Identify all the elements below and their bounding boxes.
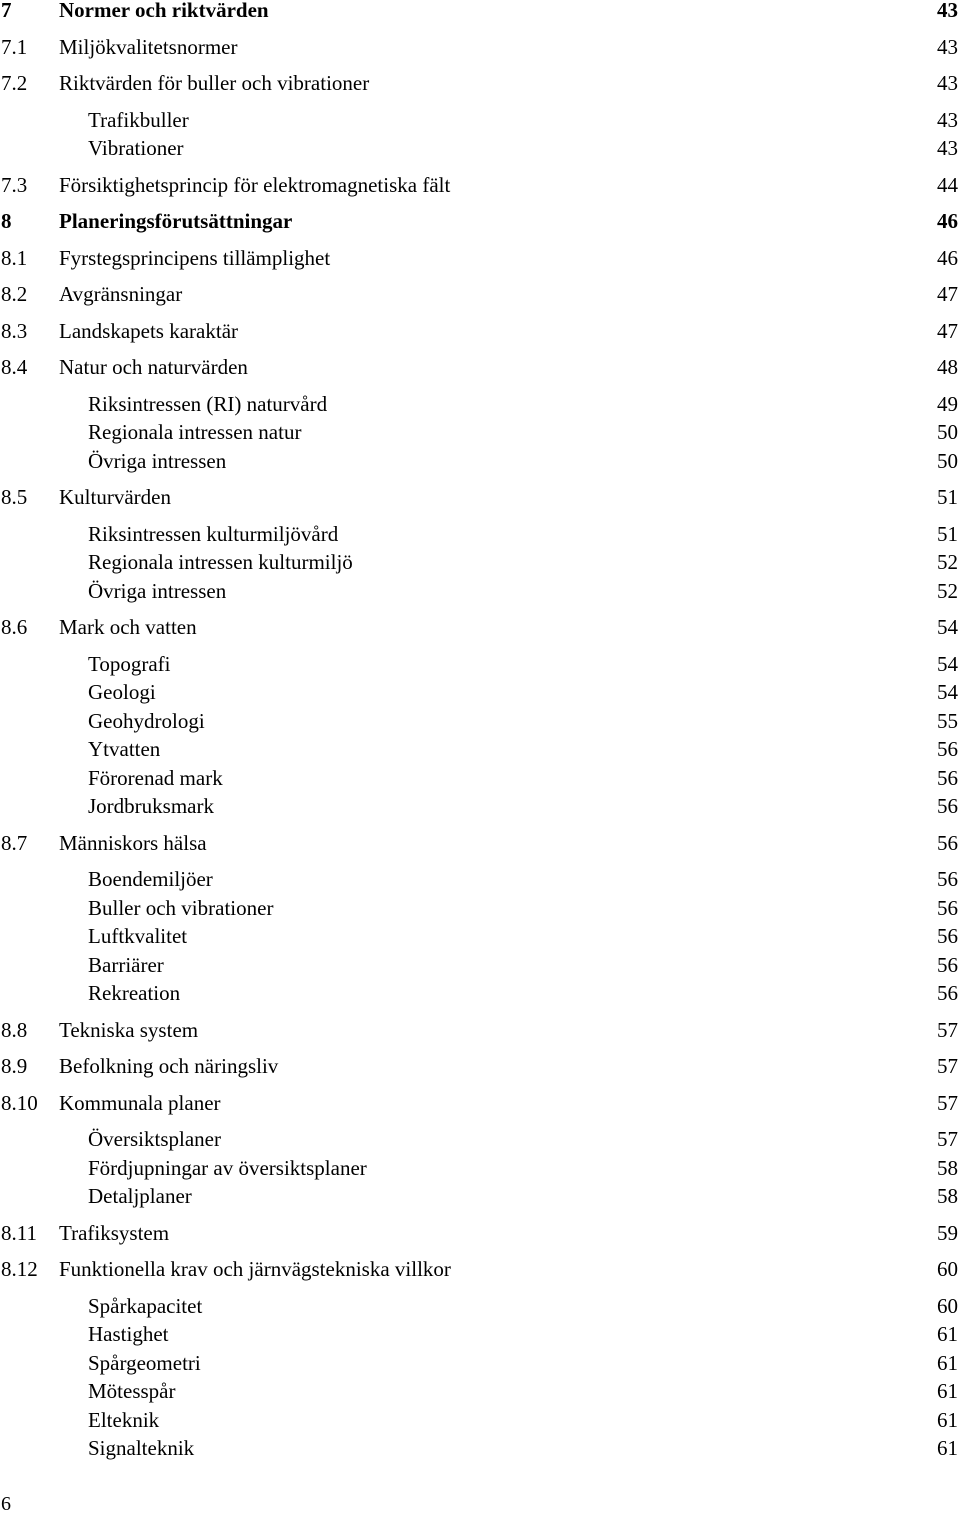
toc-entry-page: 57: [937, 1091, 958, 1115]
toc-entry-title: Signalteknik: [88, 1436, 195, 1460]
toc-entry-page: 54: [937, 652, 958, 676]
toc-entry-page: 48: [937, 355, 958, 379]
toc-entry-title: Luftkvalitet: [88, 924, 188, 948]
toc-entry-page: 50: [937, 420, 958, 444]
toc-entry-title: Boendemiljöer: [88, 867, 213, 891]
toc-entry-title: Människors hälsa: [59, 831, 207, 855]
toc-entry-page: 47: [937, 319, 958, 343]
toc-entry-title: Riktvärden för buller och vibrationer: [59, 71, 370, 95]
toc-entry-title: Buller och vibrationer: [88, 896, 274, 920]
toc-entry-page: 56: [937, 981, 958, 1005]
toc-entry-number: 8.8: [1, 1018, 28, 1042]
toc-entry-number: 8.12: [1, 1257, 38, 1281]
toc-entry-page: 58: [937, 1156, 958, 1180]
toc-entry-page: 43: [937, 108, 958, 132]
toc-entry-title: Förorenad mark: [88, 766, 223, 790]
toc-entry-title: Planeringsförutsättningar: [59, 209, 293, 233]
toc-entry-page: 43: [937, 0, 958, 22]
toc-entry-page: 59: [937, 1221, 958, 1245]
toc-entry-page: 51: [937, 485, 958, 509]
toc-entry-page: 61: [937, 1436, 958, 1460]
toc-entry-title: Jordbruksmark: [88, 794, 214, 818]
toc-entry-number: 8: [1, 209, 12, 233]
toc-entry-page: 50: [937, 449, 958, 473]
toc-entry-page: 57: [937, 1018, 958, 1042]
toc-entry-title: Regionala intressen natur: [88, 420, 302, 444]
toc-entry-title: Vibrationer: [88, 136, 184, 160]
toc-entry-number: 8.5: [1, 485, 28, 509]
toc-entry-title: Hastighet: [88, 1322, 169, 1346]
toc-entry-title: Rekreation: [88, 981, 181, 1005]
toc-entry-title: Spårkapacitet: [88, 1294, 203, 1318]
toc-entry-page: 60: [937, 1257, 958, 1281]
toc-entry-page: 54: [937, 615, 958, 639]
toc-entry-page: 56: [937, 737, 958, 761]
toc-entry-title: Detaljplaner: [88, 1184, 192, 1208]
toc-entry-number: 7: [1, 0, 12, 22]
toc-entry-page: 56: [937, 794, 958, 818]
toc-entry-number: 8.10: [1, 1091, 38, 1115]
toc-entry-page: 61: [937, 1322, 958, 1346]
toc-entry-title: Geohydrologi: [88, 709, 205, 733]
toc-entry-title: Geologi: [88, 680, 156, 704]
toc-entry-number: 8.3: [1, 319, 28, 343]
toc-entry-page: 56: [937, 896, 958, 920]
toc-entry-page: 46: [937, 209, 958, 233]
toc-entry-title: Kulturvärden: [59, 485, 171, 509]
toc-entry-page: 43: [937, 35, 958, 59]
toc-entry-number: 8.2: [1, 282, 28, 306]
toc-entry-page: 56: [937, 831, 958, 855]
page-number: 6: [1, 1493, 11, 1515]
toc-entry-page: 43: [937, 136, 958, 160]
toc-entry-title: Mötesspår: [88, 1379, 176, 1403]
toc-entry-page: 56: [937, 924, 958, 948]
toc-entry-number: 8.6: [1, 615, 28, 639]
toc-entry-title: Övriga intressen: [88, 579, 227, 603]
toc-entry-page: 52: [937, 579, 958, 603]
toc-entry-title: Avgränsningar: [59, 282, 183, 306]
toc-entry-page: 49: [937, 392, 958, 416]
toc-entry-title: Trafikbuller: [88, 108, 189, 132]
toc-entry-title: Spårgeometri: [88, 1351, 201, 1375]
toc-entry-title: Övriga intressen: [88, 449, 227, 473]
toc-entry-page: 56: [937, 766, 958, 790]
toc-entry-title: Barriärer: [88, 953, 164, 977]
toc-entry-page: 58: [937, 1184, 958, 1208]
toc-entry-page: 57: [937, 1054, 958, 1078]
toc-entry-page: 60: [937, 1294, 958, 1318]
toc-entry-number: 8.9: [1, 1054, 28, 1078]
toc-entry-number: 8.4: [1, 355, 28, 379]
toc-entry-page: 54: [937, 680, 958, 704]
toc-entry-page: 57: [937, 1127, 958, 1151]
toc-entry-title: Tekniska system: [59, 1018, 199, 1042]
toc-entry-title: Översiktsplaner: [88, 1127, 221, 1151]
toc-entry-page: 61: [937, 1379, 958, 1403]
toc-entry-page: 52: [937, 550, 958, 574]
toc-entry-title: Fördjupningar av översiktsplaner: [88, 1156, 367, 1180]
toc-entry-page: 56: [937, 953, 958, 977]
toc-entry-title: Riksintressen (RI) naturvård: [88, 392, 328, 416]
toc-entry-title: Natur och naturvärden: [59, 355, 248, 379]
toc-entry-title: Normer och riktvärden: [59, 0, 269, 22]
toc-entry-number: 8.7: [1, 831, 28, 855]
toc-entry-title: Landskapets karaktär: [59, 319, 239, 343]
toc-entry-title: Trafiksystem: [59, 1221, 170, 1245]
toc-entry-title: Regionala intressen kulturmiljö: [88, 550, 353, 574]
toc-entry-page: 44: [937, 173, 958, 197]
toc-entry-page: 56: [937, 867, 958, 891]
toc-entry-title: Funktionella krav och järnvägstekniska villkor: [59, 1257, 451, 1281]
toc-entry-number: 7.2: [1, 71, 28, 95]
toc-entry-title: Ytvatten: [88, 737, 161, 761]
toc-entry-page: 61: [937, 1351, 958, 1375]
toc-entry-title: Kommunala planer: [59, 1091, 221, 1115]
toc-entry-title: Elteknik: [88, 1408, 160, 1432]
toc-entry-number: 7.1: [1, 35, 28, 59]
toc-entry-page: 61: [937, 1408, 958, 1432]
toc-entry-title: Försiktighetsprincip för elektromagnetiska fält: [59, 173, 451, 197]
toc-entry-page: 47: [937, 282, 958, 306]
toc-entry-number: 8.11: [1, 1221, 37, 1245]
toc-entry-title: Mark och vatten: [59, 615, 197, 639]
toc-entry-number: 8.1: [1, 246, 28, 270]
toc-entry-page: 51: [937, 522, 958, 546]
toc-entry-page: 55: [937, 709, 958, 733]
toc-entry-number: 7.3: [1, 173, 28, 197]
toc-entry-title: Fyrstegsprincipens tillämplighet: [59, 246, 331, 270]
toc-entry-title: Topografi: [88, 652, 171, 676]
toc-entry-page: 43: [937, 71, 958, 95]
toc-entry-title: Befolkning och näringsliv: [59, 1054, 279, 1078]
toc-entry-page: 46: [937, 246, 958, 270]
toc-entry-title: Miljökvalitetsnormer: [59, 35, 238, 59]
toc-entry-title: Riksintressen kulturmiljövård: [88, 522, 339, 546]
